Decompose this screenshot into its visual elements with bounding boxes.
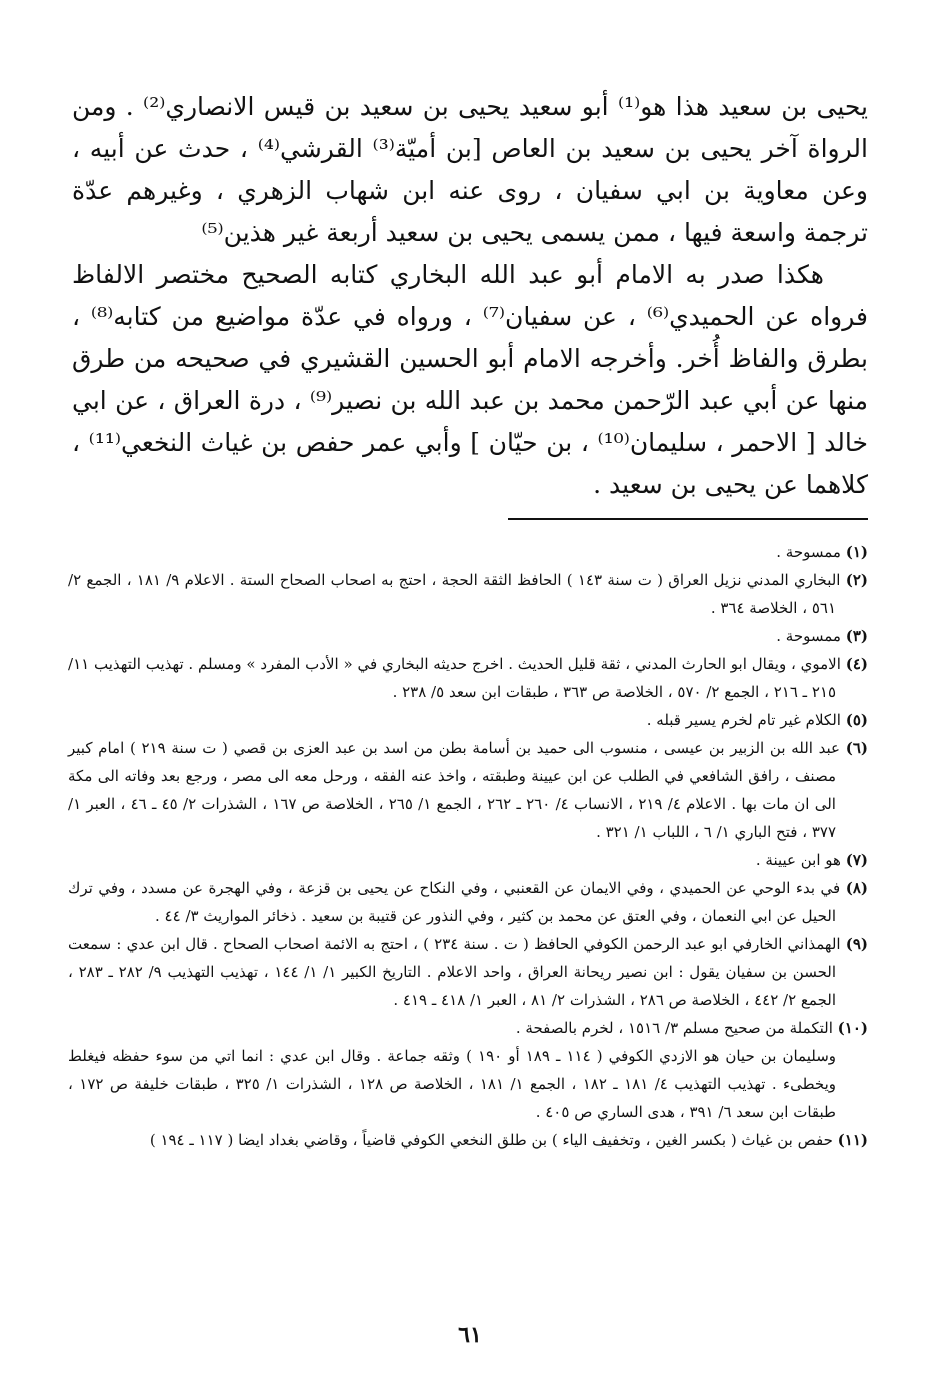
main-text [72,86,868,506]
footnote [68,566,868,622]
footnote [68,538,868,566]
footnote-number: (٩) [845,935,869,953]
footnote [68,734,868,846]
footnote [68,846,868,874]
main-paragraph: يحيى بن سعيد هذا هو⁽¹⁾ أبو سعيد يحيى بن سعيد بن قيس الانصاري⁽²⁾ . ومن الرواة آخر يحيى بن سعيد بن العاص [بن أميّة⁽³⁾ القرشي⁽⁴⁾ ، حدث عن أبيه ، وعن معاوية بن ابي سفيان ، روى عنه ابن شهاب الزهري ، وغيرهم عدّة ترجمة واسعة فيها ، ممن يسمى يحيى بن سعيد أربعة غير هذين⁽⁵⁾ [72,92,868,247]
footnote-number: (٢) [845,571,868,589]
footnote-text: التكملة من صحيح مسلم ٣/ ١٥١٦ ، لخرم بالصفحة . [515,1019,833,1037]
footnote-text: هو ابن عيينة . [755,851,841,869]
footnote-number: (٣) [845,627,868,645]
footnote-text: ممسوحة . [776,543,841,561]
footnote-number: (٦) [845,739,869,757]
footnote-number: (١) [845,543,868,561]
footnote-number: (٤) [845,655,868,673]
footnote-text: عبد الله بن الزبير بن عيسى ، منسوب الى حميد بن أسامة بطن من اسد بن عبد العزى بن قصي ( ت سنة ٢١٩ ) امام كبير مصنف ، رافق الشافعي في الطلب عن ابن عيينة وطبقته ، واخذ عنه الفقه ، ورحل معه الى مصر ، ورجع بعد وفاته الى مكة الى ان مات بها . الاعلام ٤/ ٢١٩ ، الانساب ٤/ ٢٦٠ ـ ٢٦٢ ، الجمع ١/ ٢٦٥ ، الخلاصة ص ١٦٧ ، الشذرات ٢/ ٤٥ ـ ٤٦ ، العبر ١/ ٣٧٧ ، فتح الباري ١/ ٦ ، اللباب ١/ ٣٢١ . [68,739,841,841]
footnote-number: (٧) [845,851,868,869]
footnote-text: حفص بن غياث ( بكسر الغين ، وتخفيف الياء ) بن طلق النخعي الكوفي قاضياً ، وقاضي بغداد ايضا ( ١١٧ ـ ١٩٤ ) [149,1131,833,1149]
footnote-text: الكلام غير تام لخرم يسير قبله . [646,711,841,729]
footnote-number: (٨) [845,879,868,897]
footnote [68,1014,868,1042]
footnote-number: (١١) [837,1131,868,1149]
footnote-continuation [68,1042,868,1126]
footnote-text: ممسوحة . [776,627,841,645]
footnote-text: وسليمان بن حيان هو الازدي الكوفي ( ١١٤ ـ ١٨٩ أو ١٩٠ ) وثقه جماعة . وقال ابن عدي : انما اتي من سوء حفظه فيغلط ويخطىء . تهذيب التهذيب ٤/ ١٨١ ـ ١٨٢ ، الجمع ١/ ١٨١ ، الخلاصة ص ١٢٨ ، الشذرات ١/ ٣٢٥ ، طبقات خليفة ص ١٧٢ ، طبقات ابن سعد ٦/ ٣٩١ ، هدى الساري ص ٤٠٥ . [68,1047,837,1121]
footnote-text: الاموي ، ويقال ابو الحارث المدني ، ثقة قليل الحديث . اخرج حديثه البخاري في « الأدب المفرد » ومسلم . تهذيب التهذيب ١١/ ٢١٥ ـ ٢١٦ ، الجمع ٢/ ٥٧٠ ، الخلاصة ص ٣٦٣ ، طبقات ابن سعد ٥/ ٢٣٨ . [68,655,841,701]
footnote [68,1126,868,1154]
footnote-separator [508,518,868,520]
footnote [68,622,868,650]
footnote-text: في بدء الوحي عن الحميدي ، وفي الايمان عن القعنبي ، وفي النكاح عن يحيى بن قزعة ، وفي الهجرة عن مسدد ، وفي ترك الحيل عن ابي النعمان ، وفي العتق عن محمد بن كثير ، وفي النذور عن قتيبة بن سعيد . ذخائر المواريث ٣/ ٤٤ . [68,879,841,925]
footnote [68,874,868,930]
page-number: ٦١ [458,1322,482,1348]
footnote-number: (٥) [845,711,868,729]
footnote-text: الهمذاني الخارفي ابو عبد الرحمن الكوفي الحافظ ( ت . سنة ٢٣٤ ) ، احتج به الائمة اصحاب الصحاح . قال ابن عدي : سمعت الحسن بن سفيان يقول : ابن نصير ريحانة العراق ، واحد الاعلام . التاريخ الكبير ١/ ١/ ١٤٤ ، تهذيب التهذيب ٩/ ٢٨٢ ـ ٢٨٣ ، الجمع ٢/ ٤٤٢ ، الخلاصة ص ٢٨٦ ، الشذرات ٢/ ٨١ ، العبر ١/ ٤١٨ ـ ٤١٩ . [68,935,841,1009]
footnotes [68,538,868,1154]
main-paragraph: هكذا صدر به الامام أبو عبد الله البخاري كتابه الصحيح مختصر الالفاظ فرواه عن الحميدي⁽⁶⁾ ، عن سفيان⁽⁷⁾ ، ورواه في عدّة مواضيع من كتابه⁽⁸⁾ ، بطرق والفاظ أُخر. وأخرجه الامام أبو الحسين القشيري في صحيحه من طرق منها عن أبي عبد الرّحمن محمد بن عبد الله بن نصير⁽⁹⁾ ، درة العراق ، عن ابي خالد [ الاحمر ، سليمان⁽¹⁰⁾ ، بن حيّان ] وأبي عمر حفص بن غياث النخعي⁽¹¹⁾ ، كلاهما عن يحيى بن سعيد . [72,260,869,499]
footnote [68,650,868,706]
footnote [68,930,868,1014]
footnote-text: البخاري المدني نزيل العراق ( ت سنة ١٤٣ ) الحافظ الثقة الحجة ، احتج به اصحاب الصحاح الستة . الاعلام ٩/ ١٨١ ، الجمع ٢/ ٥٦١ ، الخلاصة ٣٦٤ . [68,571,841,617]
footnote-number: (١٠) [837,1019,868,1037]
footnote [68,706,868,734]
